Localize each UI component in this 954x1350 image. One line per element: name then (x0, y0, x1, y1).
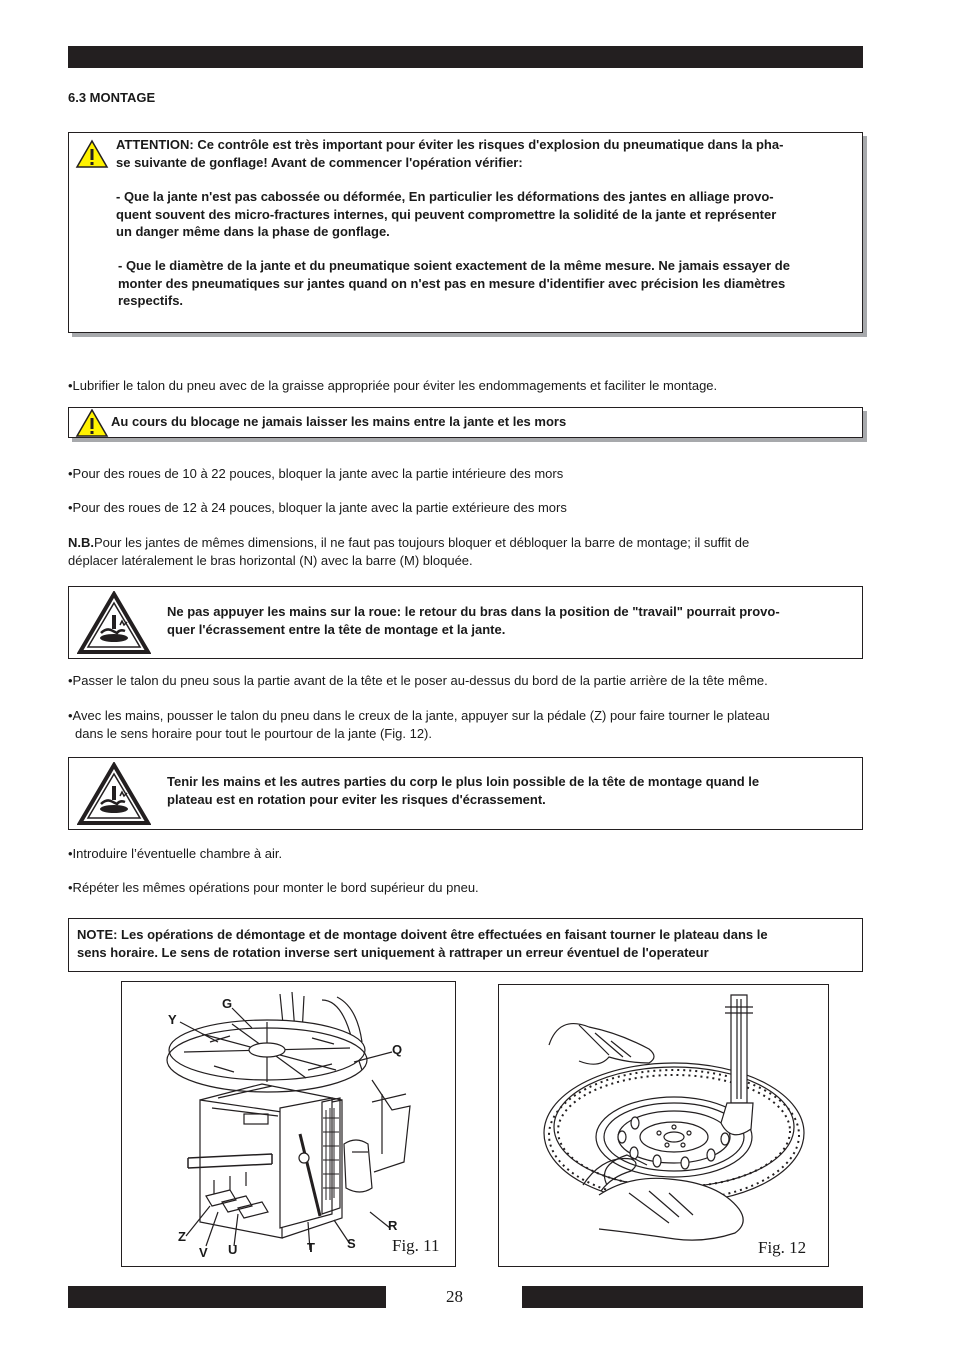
footer-bar-left (68, 1286, 386, 1308)
para-12-24: •Pour des roues de 12 à 24 pouces, bloquer la jante avec la partie extérieure des mors (68, 500, 567, 515)
attention-line-2: se suivante de gonflage! Avant de commencer l'opération vérifier: (116, 154, 523, 170)
para-passer: •Passer le talon du pneu sous la partie avant de la tête et le poser au-dessus du bord de la partie arrière de la tête même. (68, 673, 768, 688)
figure-11 (121, 981, 456, 1267)
hand-crush-hazard-icon (77, 591, 151, 655)
attention-p2-line-2: quent souvent des micro-fractures internes, qui peuvent compromettre la solidité de la jante et représenter (116, 206, 777, 222)
footer-bar-right (522, 1286, 863, 1308)
danger-box-1 (68, 586, 863, 659)
para-lubrifier: •Lubrifier le talon du pneu avec de la graisse appropriée pour éviter les endommagements et faciliter le montage. (68, 378, 718, 393)
attention-p3-line-1: - Que le diamètre de la jante et du pneumatique soient exactement de la même mesure. Ne jamais essayer de (118, 258, 790, 273)
nb-paragraph (68, 534, 749, 569)
para-avec-line-2: dans le sens horaire pour tout le pourtour de la jante (Fig. 12). (75, 725, 432, 741)
fig11-label-t: T (307, 1240, 315, 1255)
fig11-label-z: Z (178, 1229, 186, 1244)
para-chambre: •Introduire l’éventuelle chambre à air. (68, 846, 283, 861)
attention-line-1: ATTENTION: Ce contrôle est très important pour éviter les risques d'explosion du pneumatique dans la pha- (116, 137, 784, 152)
hand-crush-hazard-icon (77, 762, 151, 826)
para-avec-line-1: •Avec les mains, pousser le talon du pneu dans le creux de la jante, appuyer sur la pédale (Z) pour faire tourner le plateau (68, 708, 770, 723)
section-title: 6.3 MONTAGE (68, 90, 156, 105)
warning-triangle-icon (75, 409, 109, 437)
danger-2-line-1: Tenir les mains et les autres parties du corp le plus loin possible de la tête de montage quand le (167, 774, 760, 789)
header-bar (68, 46, 863, 68)
warning-blocage-text: Au cours du blocage ne jamais laisser les mains entre la jante et les mors (111, 414, 567, 429)
note-line-1: NOTE: Les opérations de démontage et de montage doivent être effectuées en faisant tourner le plateau dans le (77, 927, 768, 942)
fig11-label-u: U (228, 1242, 238, 1257)
nb-line-1: Pour les jantes de mêmes dimensions, il ne faut pas toujours bloquer et débloquer la barre de montage; il suffit de (94, 535, 750, 550)
danger-1-line-1: Ne pas appuyer les mains sur la roue: le retour du bras dans la position de "travail" pourrait provo- (167, 604, 780, 619)
fig11-label-s: S (347, 1236, 356, 1251)
danger-box-2 (68, 757, 863, 830)
attention-p2-line-1: - Que la jante n'est pas cabossée ou déformée, En particulier les déformations des jantes en alliage provo- (116, 189, 774, 204)
danger-2-line-2: plateau est en rotation pour eviter les risques d'écrassement. (167, 791, 546, 807)
fig11-caption: Fig. 11 (392, 1236, 440, 1255)
para-avec-les-mains (68, 707, 770, 742)
nb-label: N.B. (68, 535, 94, 550)
fig11-label-y: Y (168, 1012, 177, 1027)
note-box (68, 918, 863, 972)
fig11-label-q: Q (392, 1042, 403, 1057)
nb-line-2: déplacer latéralement le bras horizontal (N) avec la barre (M) bloquée. (68, 552, 473, 568)
warning-triangle-icon (75, 139, 109, 169)
para-repeter: •Répéter les mêmes opérations pour monter le bord supérieur du pneu. (68, 880, 479, 895)
warning-blocage-box (68, 407, 863, 438)
fig11-label-g: G (222, 996, 233, 1011)
page-number: 28 (446, 1287, 463, 1306)
note-line-2: sens horaire. Le sens de rotation inverse sert uniquement à rattraper un erreur éventuel de l'operateur (77, 944, 709, 960)
attention-p3-line-3: respectifs. (118, 293, 184, 308)
attention-p3-line-2: monter des pneumatiques sur jantes quand on n'est pas en mesure d'identifier avec précision les diamètres (118, 275, 786, 291)
danger-1-line-2: quer l'écrassement entre la tête de montage et la jante. (167, 621, 506, 637)
para-10-22: •Pour des roues de 10 à 22 pouces, bloquer la jante avec la partie intérieure des mors (68, 466, 564, 481)
fig11-label-r: R (388, 1218, 398, 1233)
attention-p2-line-3: un danger même dans la phase de gonflage. (116, 224, 390, 239)
fig12-caption: Fig. 12 (758, 1238, 807, 1257)
figure-12 (498, 984, 829, 1267)
attention-box (68, 132, 863, 333)
fig11-label-v: V (199, 1245, 208, 1260)
tire-mounting-hands-illustration (499, 985, 829, 1267)
